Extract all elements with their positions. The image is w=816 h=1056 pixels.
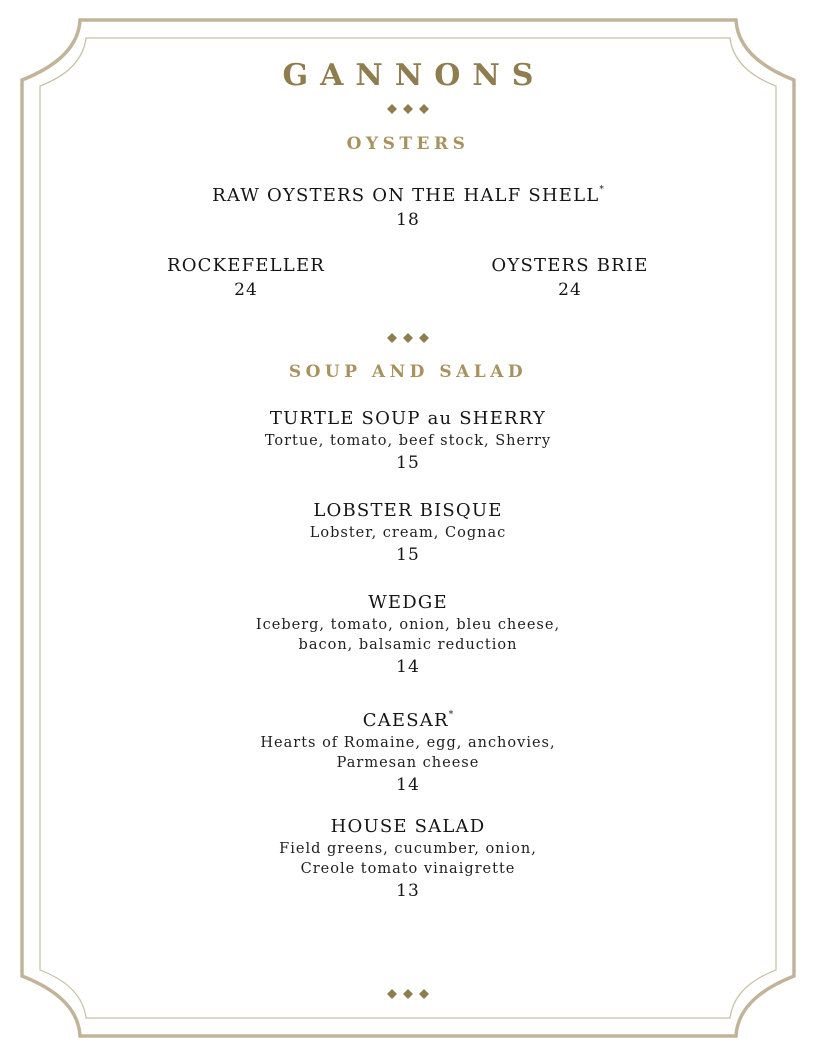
item-description: Creole tomato vinaigrette <box>300 861 516 877</box>
menu-item-turtle-soup <box>0 407 816 475</box>
section-title-oysters: OYSTERS <box>346 134 470 154</box>
menu-item-oysters-brie <box>420 254 720 302</box>
item-price: 14 <box>396 775 420 795</box>
restaurant-brand: GANNONS <box>282 58 546 93</box>
item-name: CAESAR* <box>362 710 454 731</box>
item-name: WEDGE <box>368 592 448 613</box>
item-price: 15 <box>396 453 420 473</box>
item-description: bacon, balsamic reduction <box>298 637 518 653</box>
diamond-ornament-icon <box>0 987 816 1001</box>
item-name: ROCKEFELLER <box>166 255 326 276</box>
menu-item-rockefeller <box>96 254 396 302</box>
item-price: 14 <box>396 657 420 677</box>
diamond-ornament-icon <box>0 331 816 345</box>
item-description: Iceberg, tomato, onion, bleu cheese, <box>255 617 561 633</box>
item-name: OYSTERS BRIE <box>491 255 649 276</box>
item-name: LOBSTER BISQUE <box>313 500 503 521</box>
menu-item-wedge <box>0 591 816 679</box>
item-description: Lobster, cream, Cognac <box>309 525 507 541</box>
menu-item-raw-oysters <box>0 178 816 232</box>
item-description: Field greens, cucumber, onion, <box>279 841 537 857</box>
menu-item-house-salad <box>0 815 816 903</box>
item-description: Hearts of Romaine, egg, anchovies, <box>260 735 556 751</box>
item-price: 18 <box>396 210 420 230</box>
raw-notice-mark: * <box>599 185 604 195</box>
item-name: TURTLE SOUP au SHERRY <box>269 408 547 429</box>
item-price: 24 <box>234 280 258 300</box>
item-price: 13 <box>396 881 420 901</box>
menu-item-lobster-bisque <box>0 499 816 567</box>
menu-item-caesar <box>0 703 816 797</box>
item-name: RAW OYSTERS ON THE HALF SHELL* <box>212 185 604 206</box>
item-description: Tortue, tomato, beef stock, Sherry <box>264 433 552 449</box>
item-price: 24 <box>558 280 582 300</box>
item-price: 15 <box>396 545 420 565</box>
diamond-ornament-icon <box>0 102 816 116</box>
raw-notice-mark: * <box>448 710 454 720</box>
item-description: Parmesan cheese <box>336 755 480 771</box>
section-title-soup-and-salad: SOUP AND SALAD <box>288 362 528 382</box>
item-name: HOUSE SALAD <box>330 816 486 837</box>
